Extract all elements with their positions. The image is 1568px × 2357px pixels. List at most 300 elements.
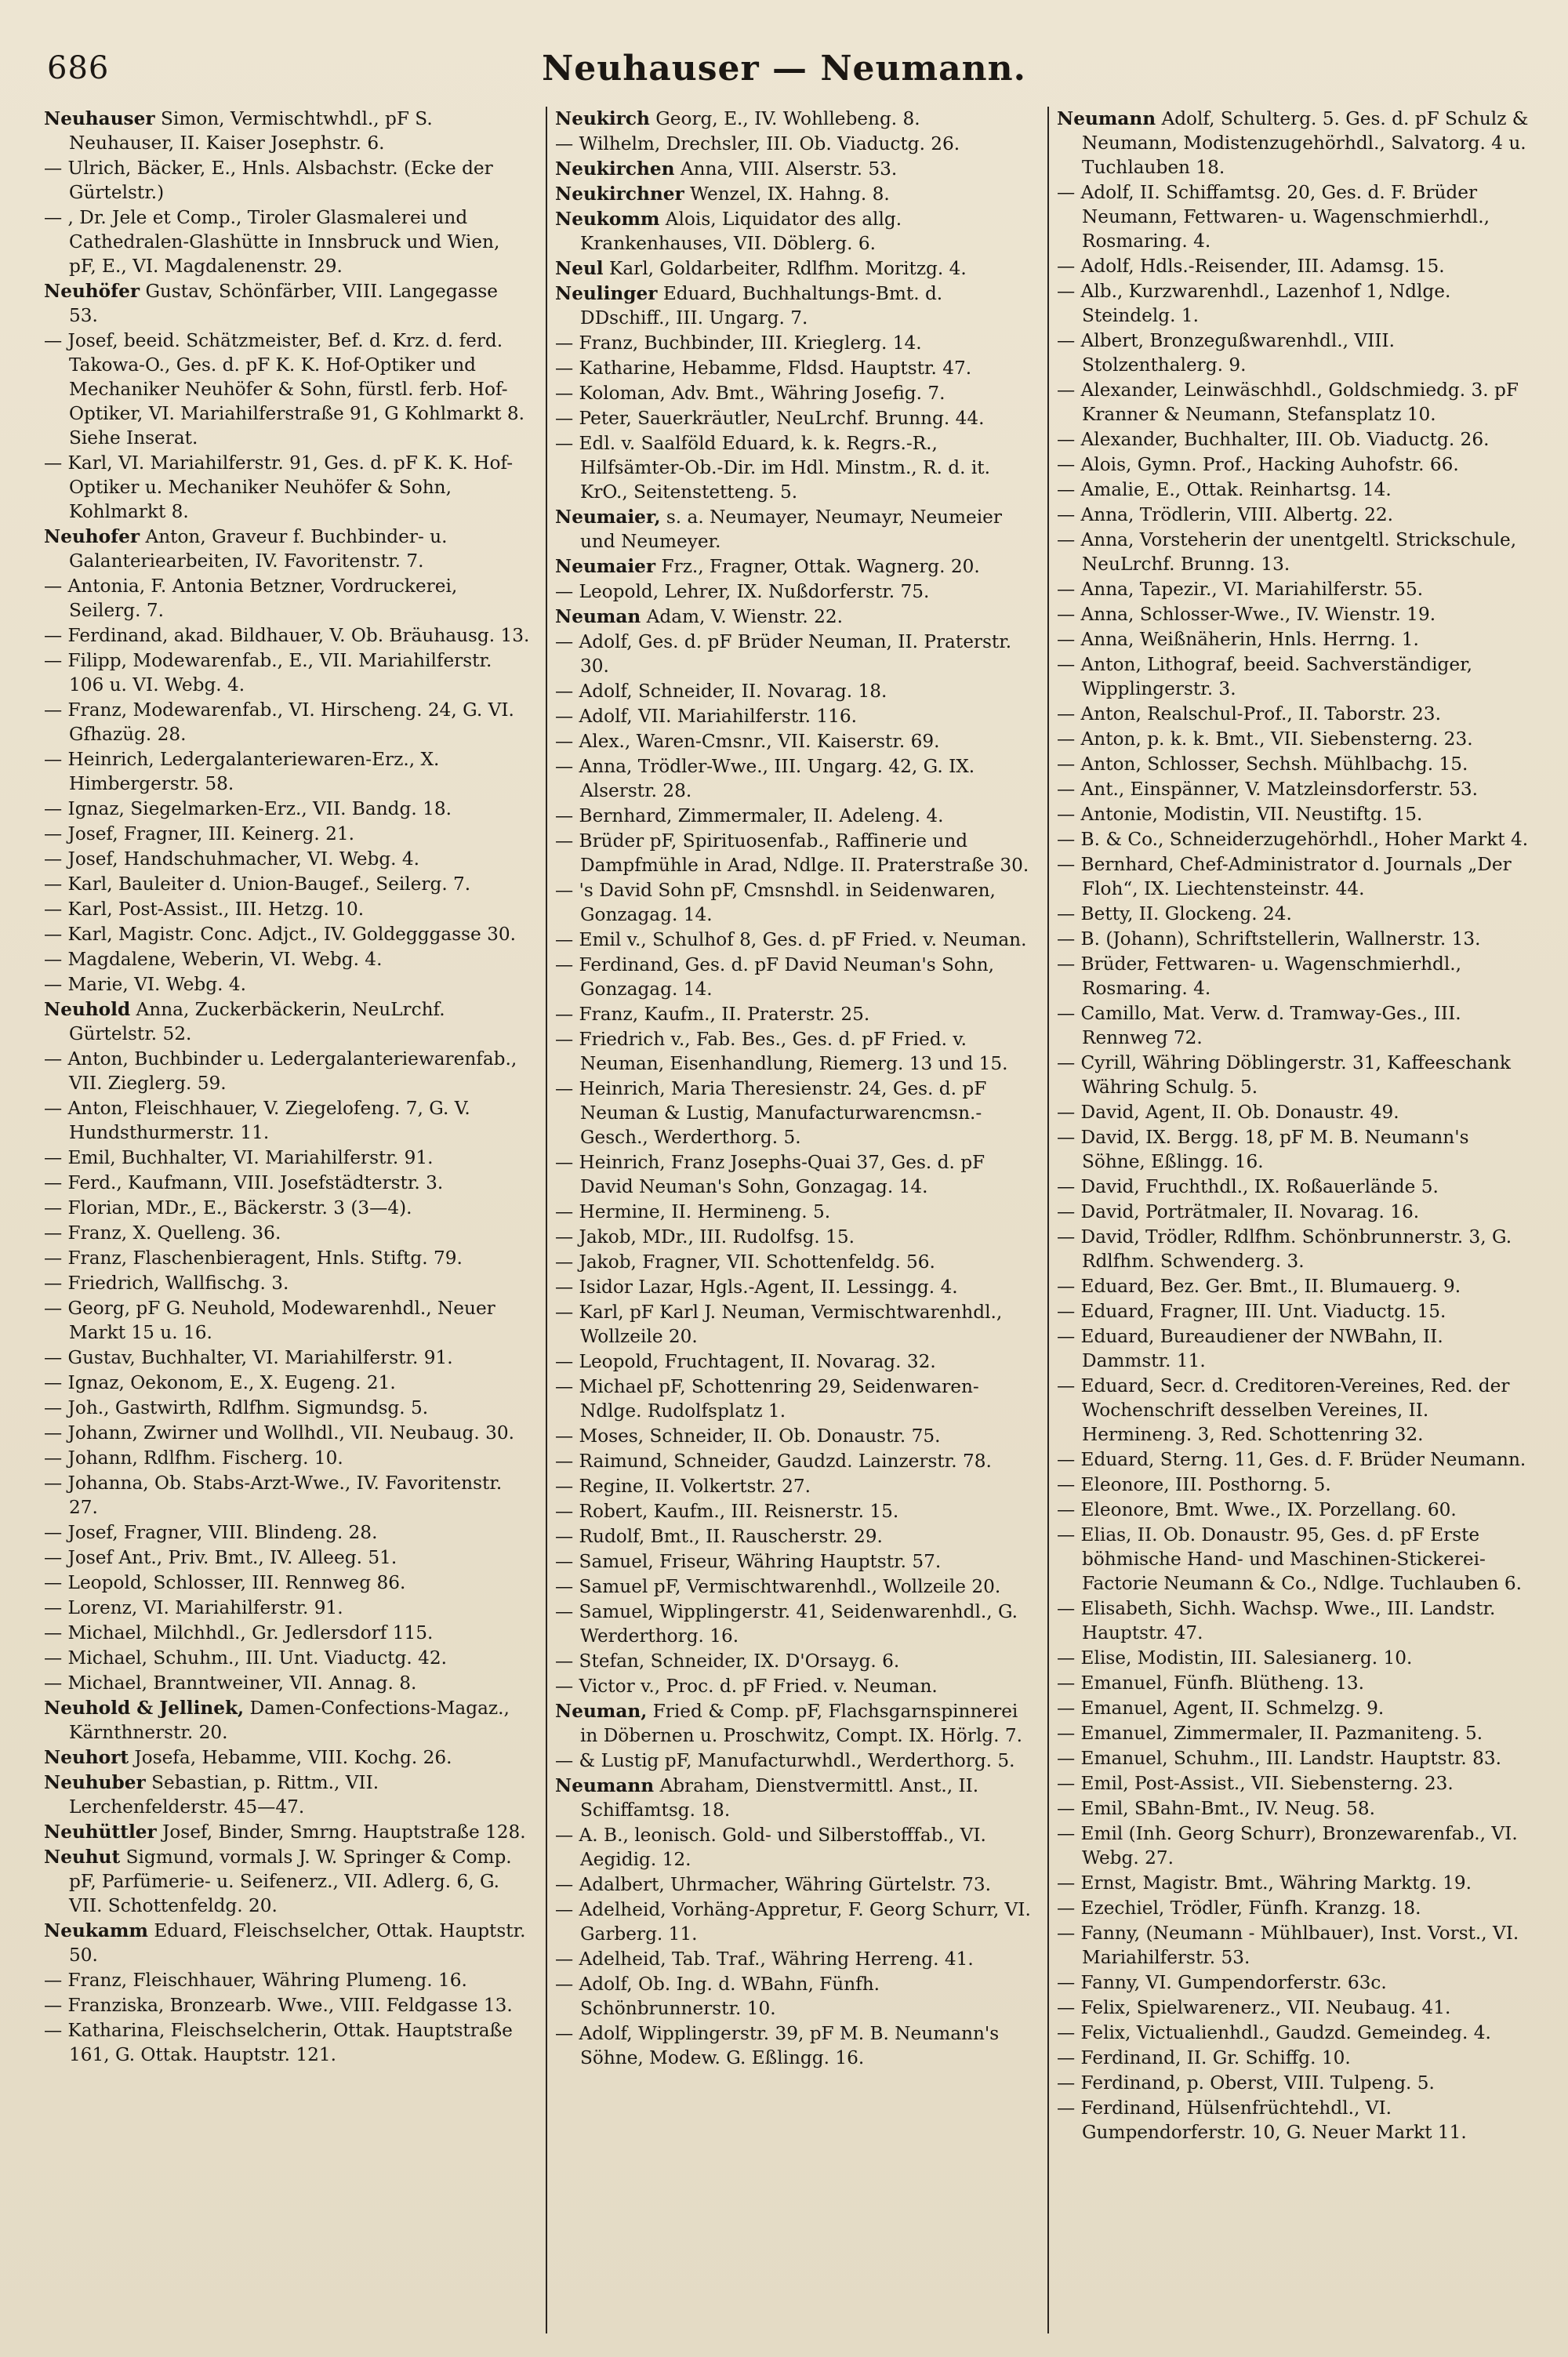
directory-entry bbox=[44, 1446, 530, 1470]
directory-entry bbox=[555, 1600, 1032, 1648]
entry-text: — Anna, Tapezir., VI. Mariahilferstr. 55. bbox=[1057, 579, 1424, 600]
entry-text: — Edl. v. Saalföld Eduard, k. k. Regrs.-R., Hilfsämter-Ob.-Dir. im Hdl. Minstm., R. d. it. KrO., Seitenstetteng. 5. bbox=[555, 433, 990, 503]
directory-entry bbox=[44, 1770, 530, 1819]
entry-text: — Marie, VI. Webg. 4. bbox=[44, 974, 246, 995]
directory-entry bbox=[555, 1699, 1032, 1748]
directory-entry bbox=[1057, 1696, 1534, 1720]
entry-text: — Robert, Kaufm., III. Reisnerstr. 15. bbox=[555, 1501, 899, 1522]
running-head: Neuhauser — Neumann. bbox=[542, 49, 1026, 89]
entry-text: — Eduard, Sterng. 11, Ges. d. F. Brüder Neumann. bbox=[1057, 1449, 1526, 1470]
directory-entry bbox=[44, 1596, 530, 1620]
entry-text: — Josef, beeid. Schätzmeister, Bef. d. Krz. d. ferd. Takowa-O., Ges. d. pF K. K. Hof-Optiker und Mechaniker Neuhöfer & Sohn, fürstl. ferb. Hof-Optiker, VI. Mariahilferstraße 91, G Kohlmarkt 8. Siehe Inserat. bbox=[44, 330, 524, 449]
entry-text: — Karl, VI. Mariahilferstr. 91, Ges. d. pF K. K. Hof-Optiker u. Mechaniker Neuhöfer & Sohn, Kohlmarkt 8. bbox=[44, 452, 514, 522]
directory-entry bbox=[555, 256, 1032, 281]
directory-entry bbox=[44, 897, 530, 921]
directory-entry bbox=[44, 1346, 530, 1370]
directory-entry bbox=[1057, 1996, 1534, 2020]
directory-entry bbox=[555, 1424, 1032, 1448]
directory-entry bbox=[555, 2021, 1032, 2070]
entry-text: — Isidor Lazar, Hgls.-Agent, II. Lessingg. 4. bbox=[555, 1277, 958, 1298]
directory-entry bbox=[555, 1349, 1032, 1374]
directory-entry bbox=[555, 1300, 1032, 1349]
directory-entry bbox=[555, 331, 1032, 355]
directory-entry bbox=[1057, 727, 1534, 751]
entry-surname: Neukirchner bbox=[555, 183, 684, 205]
directory-entry bbox=[555, 1823, 1032, 1872]
entry-text: — Adalbert, Uhrmacher, Währing Gürtelstr. 73. bbox=[555, 1874, 991, 1895]
directory-entry bbox=[555, 1749, 1032, 1773]
column-left bbox=[44, 107, 530, 2333]
entry-text: — Ferdinand, akad. Bildhauer, V. Ob. Bräuhausg. 13. bbox=[44, 625, 530, 646]
directory-entry bbox=[1057, 1299, 1534, 1324]
entry-surname: Neuman bbox=[555, 606, 641, 627]
directory-entry bbox=[1057, 1175, 1534, 1199]
entry-text: s. a. Neumayer, Neumayr, Neumeier und Neumeyer. bbox=[580, 507, 1002, 552]
directory-entry bbox=[44, 1221, 530, 1245]
directory-entry bbox=[1057, 478, 1534, 502]
directory-entry bbox=[555, 1375, 1032, 1423]
directory-entry bbox=[1057, 577, 1534, 601]
entry-text: — Michael, Schuhm., III. Unt. Viaductg. 42. bbox=[44, 1647, 447, 1669]
entry-text: — Eduard, Fragner, III. Unt. Viaductg. 15. bbox=[1057, 1301, 1446, 1322]
entry-text: — Lorenz, VI. Mariahilferstr. 91. bbox=[44, 1597, 343, 1618]
directory-entry bbox=[555, 579, 1032, 604]
entry-text: Adolf, Schulterg. 5. Ges. d. pF Schulz & Neumann, Modistenzugehörhdl., Salvatorg. 4 u. Tuchlauben 18. bbox=[1082, 108, 1529, 178]
directory-entry bbox=[44, 1271, 530, 1295]
entry-text: — Stefan, Schneider, IX. D'Orsayg. 6. bbox=[555, 1651, 900, 1672]
entry-text: — Elias, II. Ob. Donaustr. 95, Ges. d. pF Erste böhmische Hand- und Maschinen-Stickerei-Factorie Neumann & Co., Ndlge. Tuchlauben 6. bbox=[1057, 1524, 1522, 1594]
entry-text: — Adolf, Hdls.-Reisender, III. Adamsg. 15. bbox=[1057, 256, 1445, 277]
entry-text: — Regine, II. Volkertstr. 27. bbox=[555, 1476, 811, 1497]
directory-entry bbox=[555, 1225, 1032, 1249]
entry-text: — Emil v., Schulhof 8, Ges. d. pF Fried. v. Neuman. bbox=[555, 929, 1027, 950]
directory-entry bbox=[44, 1696, 530, 1745]
entry-text: — Johanna, Ob. Stabs-Arzt-Wwe., IV. Favoritenstr. 27. bbox=[44, 1473, 503, 1518]
directory-entry bbox=[1057, 329, 1534, 377]
entry-text: — Ezechiel, Trödler, Fünfh. Kranzg. 18. bbox=[1057, 1898, 1421, 1919]
directory-entry bbox=[44, 1621, 530, 1645]
entry-text: — Amalie, E., Ottak. Reinhartsg. 14. bbox=[1057, 479, 1392, 500]
entry-text: — Michael, Milchhdl., Gr. Jedlersdorf 115. bbox=[44, 1622, 434, 1643]
entry-text: — Adolf, Ges. d. pF Brüder Neuman, II. Praterstr. 30. bbox=[555, 631, 1012, 677]
entry-text: — Wilhelm, Drechsler, III. Ob. Viaductg. 26. bbox=[555, 133, 960, 154]
entry-text: — Anton, Fleischhauer, V. Ziegelofeng. 7, G. V. Hundsthurmerstr. 11. bbox=[44, 1098, 470, 1143]
entry-text: — Josef, Handschuhmacher, VI. Webg. 4. bbox=[44, 848, 420, 870]
entry-text: — Elisabeth, Sichh. Wachsp. Wwe., III. Landstr. Hauptstr. 47. bbox=[1057, 1598, 1496, 1643]
directory-entry bbox=[555, 1077, 1032, 1149]
entry-text: — Adolf, VII. Mariahilferstr. 116. bbox=[555, 706, 857, 727]
entry-text: — Koloman, Adv. Bmt., Währing Josefig. 7. bbox=[555, 383, 946, 404]
column-right bbox=[1047, 107, 1534, 2333]
directory-entry bbox=[44, 1096, 530, 1145]
entry-surname: Neumaier bbox=[555, 556, 656, 577]
directory-entry bbox=[1057, 627, 1534, 652]
entry-surname: Neumann bbox=[1057, 108, 1156, 129]
directory-entry bbox=[1057, 1001, 1534, 1050]
entry-text: — Ferdinand, p. Oberst, VIII. Tulpeng. 5. bbox=[1057, 2072, 1435, 2094]
directory-entry bbox=[44, 698, 530, 746]
entry-text: — Eleonore, Bmt. Wwe., IX. Porzellang. 60. bbox=[1057, 1499, 1457, 1520]
entry-text: Anna, Zuckerbäckerin, NeuLrchf. Gürtelstr. 52. bbox=[69, 999, 445, 1044]
directory-entry bbox=[555, 1002, 1032, 1026]
entry-text: Karl, Goldarbeiter, Rdlfhm. Moritzg. 4. bbox=[603, 258, 967, 279]
directory-entry bbox=[555, 381, 1032, 405]
directory-entry bbox=[1057, 1498, 1534, 1522]
directory-entry bbox=[1057, 1200, 1534, 1224]
entry-surname: Neuman, bbox=[555, 1701, 648, 1722]
directory-entry bbox=[1057, 1596, 1534, 1645]
entry-text: — Emil, Post-Assist., VII. Siebensterng. 23. bbox=[1057, 1773, 1454, 1794]
entry-text: — Josef, Fragner, III. Keinerg. 21. bbox=[44, 823, 354, 844]
directory-entry bbox=[1057, 1970, 1534, 1995]
entry-text: — Michael pF, Schottenring 29, Seidenwaren-Ndlge. Rudolfsplatz 1. bbox=[555, 1376, 979, 1422]
directory-entry bbox=[1057, 852, 1534, 901]
directory-entry bbox=[44, 1968, 530, 1992]
entry-text: Sigmund, vormals J. W. Springer & Comp. pF, Parfümerie- u. Seifenerz., VII. Adlerg. 6, G. VII. Schottenfeldg. 20. bbox=[69, 1847, 512, 1916]
entry-text: — B. & Co., Schneiderzugehörhdl., Hoher Markt 4. bbox=[1057, 829, 1529, 850]
directory-entry bbox=[555, 554, 1032, 579]
directory-entry bbox=[555, 1150, 1032, 1199]
directory-entry bbox=[555, 804, 1032, 828]
directory-entry bbox=[1057, 1896, 1534, 1920]
directory-entry bbox=[1057, 1921, 1534, 1970]
entry-text: — Ignaz, Oekonom, E., X. Eugeng. 21. bbox=[44, 1372, 396, 1393]
directory-entry bbox=[555, 704, 1032, 728]
entry-text: — Fanny, (Neumann - Mühlbauer), Inst. Vorst., VI. Mariahilferstr. 53. bbox=[1057, 1923, 1519, 1968]
entry-text: — Karl, pF Karl J. Neuman, Vermischtwarenhdl., Wollzeile 20. bbox=[555, 1302, 1003, 1347]
entry-surname: Neuhuber bbox=[44, 1772, 146, 1793]
directory-entry bbox=[1057, 452, 1534, 477]
entry-text: — David, Trödler, Rdlfhm. Schönbrunnerstr. 3, G. Rdlfhm. Schwenderg. 3. bbox=[1057, 1226, 1512, 1272]
entry-text: — Adolf, Wipplingerstr. 39, pF M. B. Neumann's Söhne, Modew. G. Eßlingg. 16. bbox=[555, 2023, 1000, 2068]
entry-text: — Johann, Rdlfhm. Fischerg. 10. bbox=[44, 1447, 343, 1469]
entry-text: — Fanny, VI. Gumpendorferstr. 63c. bbox=[1057, 1972, 1387, 1993]
directory-entry bbox=[44, 648, 530, 697]
entry-text: Anton, Graveur f. Buchbinder- u. Galanteriearbeiten, IV. Favoritenstr. 7. bbox=[69, 526, 448, 572]
entry-text: — Emanuel, Zimmermaler, II. Pazmaniteng. 5. bbox=[1057, 1723, 1483, 1744]
directory-entry bbox=[44, 1047, 530, 1095]
directory-entry bbox=[1057, 702, 1534, 726]
directory-entry bbox=[1057, 752, 1534, 776]
entry-text: — Betty, II. Glockeng. 24. bbox=[1057, 903, 1292, 924]
directory-entry bbox=[44, 329, 530, 450]
directory-entry bbox=[555, 679, 1032, 703]
entry-text: — Katharina, Fleischselcherin, Ottak. Hauptstraße 161, G. Ottak. Hauptstr. 121. bbox=[44, 2020, 513, 2065]
directory-entry bbox=[1057, 427, 1534, 452]
directory-entry bbox=[555, 928, 1032, 952]
directory-entry bbox=[44, 1146, 530, 1170]
directory-entry bbox=[1057, 1100, 1534, 1124]
entry-text: — Rudolf, Bmt., II. Rauscherstr. 29. bbox=[555, 1526, 883, 1547]
directory-entry bbox=[1057, 2046, 1534, 2070]
entry-text: — Bernhard, Zimmermaler, II. Adeleng. 4. bbox=[555, 805, 944, 826]
entry-surname: Neukamm bbox=[44, 1920, 148, 1941]
entry-text: — Ferdinand, II. Gr. Schiffg. 10. bbox=[1057, 2047, 1351, 2068]
entry-text: — Emil, Buchhalter, VI. Mariahilferstr. 91. bbox=[44, 1147, 434, 1168]
entry-text: — A. B., leonisch. Gold- und Silberstofffab., VI. Aegidig. 12. bbox=[555, 1825, 986, 1870]
entry-text: Eduard, Buchhaltungs-Bmt. d. DDschiff., III. Ungarg. 7. bbox=[580, 283, 943, 329]
entry-text: — Ignaz, Siegelmarken-Erz., VII. Bandg. 18. bbox=[44, 798, 452, 819]
directory-entry bbox=[1057, 378, 1534, 427]
directory-entry bbox=[1057, 1523, 1534, 1596]
directory-entry bbox=[1057, 777, 1534, 801]
entry-text: — Anton, Lithograf, beeid. Sachverständiger, Wipplingerstr. 3. bbox=[1057, 654, 1472, 699]
entry-text: — Anna, Vorsteherin der unentgeltl. Strickschule, NeuLrchf. Brunng. 13. bbox=[1057, 529, 1517, 575]
directory-entry bbox=[555, 1474, 1032, 1498]
entry-text: — Joh., Gastwirth, Rdlfhm. Sigmundsg. 5. bbox=[44, 1397, 429, 1418]
entry-text: — Victor v., Proc. d. pF Fried. v. Neuman. bbox=[555, 1676, 938, 1697]
entry-text: — Franz, Fleischhauer, Währing Plumeng. 16. bbox=[44, 1970, 467, 1991]
entry-surname: Neumaier, bbox=[555, 507, 661, 528]
entry-text: — , Dr. Jele et Comp., Tiroler Glasmalerei und Cathedralen-Glashütte in Innsbruck und Wien, pF, E., VI. Magdalenenstr. 29. bbox=[44, 207, 500, 277]
directory-entry bbox=[555, 1898, 1032, 1946]
entry-text: — Magdalene, Weberin, VI. Webg. 4. bbox=[44, 949, 383, 970]
directory-entry bbox=[44, 623, 530, 648]
entry-text: — Anton, p. k. k. Bmt., VII. Siebensterng. 23. bbox=[1057, 728, 1473, 750]
entry-text: — Alexander, Buchhalter, III. Ob. Viaductg. 26. bbox=[1057, 429, 1490, 450]
entry-text: Alois, Liquidator des allg. Krankenhauses, VII. Döblerg. 6. bbox=[580, 209, 902, 254]
entry-text: — Jakob, Fragner, VII. Schottenfeldg. 56. bbox=[555, 1251, 935, 1273]
entry-text: — Friedrich, Wallfischg. 3. bbox=[44, 1273, 289, 1294]
directory-entry bbox=[44, 1820, 530, 1844]
entry-surname: Neuhut bbox=[44, 1847, 121, 1868]
entry-text: — Adelheid, Vorhäng-Appretur, F. Georg Schurr, VI. Garberg. 11. bbox=[555, 1899, 1031, 1945]
directory-entry bbox=[1057, 802, 1534, 826]
entry-text: — Felix, Spielwarenerz., VII. Neubaug. 41. bbox=[1057, 1997, 1451, 2018]
directory-entry bbox=[1057, 902, 1534, 926]
directory-entry bbox=[44, 872, 530, 896]
directory-entry bbox=[1057, 180, 1534, 253]
directory-entry bbox=[44, 1396, 530, 1420]
entry-surname: Neuhold & Jellinek, bbox=[44, 1698, 245, 1719]
entry-text: — Felix, Victualienhdl., Gaudzd. Gemeindeg. 4. bbox=[1057, 2022, 1491, 2043]
directory-entry bbox=[1057, 1796, 1534, 1821]
entry-text: — Anton, Buchbinder u. Ledergalanteriewarenfab., VII. Zieglerg. 59. bbox=[44, 1048, 517, 1094]
directory-entry bbox=[1057, 652, 1534, 701]
entry-text: — Ulrich, Bäcker, E., Hnls. Alsbachstr. (Ecke der Gürtelstr.) bbox=[44, 158, 493, 203]
entry-text: — Leopold, Lehrer, IX. Nußdorferstr. 75. bbox=[555, 581, 930, 602]
directory-entry bbox=[44, 922, 530, 946]
entry-text: — Emil, SBahn-Bmt., IV. Neug. 58. bbox=[1057, 1798, 1375, 1819]
entry-text: — Emil (Inh. Georg Schurr), Bronzewarenfab., VI. Webg. 27. bbox=[1057, 1823, 1518, 1869]
directory-entry bbox=[1057, 1324, 1534, 1373]
entry-text: — Anna, Trödlerin, VIII. Albertg. 22. bbox=[1057, 504, 1393, 525]
entry-text: — Emanuel, Fünfh. Blütheng. 13. bbox=[1057, 1672, 1365, 1694]
directory-entry bbox=[555, 829, 1032, 877]
entry-text: — Albert, Bronzegußwarenhdl., VIII. Stolzenthalerg. 9. bbox=[1057, 330, 1395, 376]
entry-text: — David, Porträtmaler, II. Novarag. 16. bbox=[1057, 1201, 1420, 1222]
entry-text: — Alb., Kurzwarenhdl., Lazenhof 1, Ndlge. Steindelg. 1. bbox=[1057, 281, 1451, 326]
directory-entry bbox=[1057, 1473, 1534, 1497]
directory-entry bbox=[555, 1947, 1032, 1971]
directory-entry bbox=[44, 847, 530, 871]
entry-surname: Neuhold bbox=[44, 999, 131, 1020]
entry-text: Damen-Confections-Magaz., Kärnthnerstr. 20. bbox=[69, 1698, 510, 1743]
entry-text: — Adelheid, Tab. Traf., Währing Herreng. 41. bbox=[555, 1948, 974, 1970]
directory-entry bbox=[1057, 1771, 1534, 1796]
directory-entry bbox=[1057, 1746, 1534, 1770]
directory-entry bbox=[555, 207, 1032, 256]
entry-text: — Josef, Fragner, VIII. Blindeng. 28. bbox=[44, 1522, 378, 1543]
directory-entry bbox=[44, 107, 530, 155]
directory-entry bbox=[44, 1246, 530, 1270]
page-number: 686 bbox=[47, 50, 110, 86]
entry-text: — Eduard, Bureaudiener der NWBahn, II. Dammstr. 11. bbox=[1057, 1326, 1443, 1371]
entry-text: — Anna, Weißnäherin, Hnls. Herrng. 1. bbox=[1057, 629, 1419, 650]
directory-entry bbox=[555, 1275, 1032, 1299]
directory-entry bbox=[1057, 1225, 1534, 1273]
entry-text: — Karl, Bauleiter d. Union-Baugef., Seilerg. 7. bbox=[44, 873, 471, 895]
entry-surname: Neukomm bbox=[555, 209, 660, 230]
directory-entry bbox=[44, 205, 530, 278]
entry-text: — Emanuel, Schuhm., III. Landstr. Hauptstr. 83. bbox=[1057, 1748, 1502, 1769]
entry-text: — David, Agent, II. Ob. Donaustr. 49. bbox=[1057, 1102, 1399, 1123]
entry-surname: Neuhort bbox=[44, 1747, 129, 1768]
directory-entry bbox=[1057, 107, 1534, 180]
directory-entry bbox=[1057, 1051, 1534, 1099]
entry-surname: Neul bbox=[555, 258, 604, 279]
entry-surname: Neukirchen bbox=[555, 158, 675, 180]
entry-text: — Hermine, II. Hermineng. 5. bbox=[555, 1201, 831, 1222]
directory-entry bbox=[1057, 279, 1534, 328]
directory-entry bbox=[555, 1972, 1032, 2021]
directory-entry bbox=[555, 754, 1032, 803]
directory-entry bbox=[44, 997, 530, 1046]
directory-entry bbox=[44, 1471, 530, 1520]
entry-text: — Elise, Modistin, III. Salesianerg. 10. bbox=[1057, 1647, 1413, 1669]
directory-entry bbox=[1057, 1447, 1534, 1472]
directory-entry bbox=[1057, 602, 1534, 626]
directory-entry bbox=[44, 1171, 530, 1195]
entry-text: — Franziska, Bronzearb. Wwe., VIII. Feldgasse 13. bbox=[44, 1995, 513, 2016]
entry-text: — Ernst, Magistr. Bmt., Währing Marktg. 19. bbox=[1057, 1872, 1472, 1894]
directory-entry bbox=[1057, 1125, 1534, 1174]
directory-entry bbox=[44, 1371, 530, 1395]
entry-text: — Anna, Schlosser-Wwe., IV. Wienstr. 19. bbox=[1057, 604, 1436, 625]
directory-entry bbox=[555, 1774, 1032, 1822]
entry-text: — Alexander, Leinwäschhdl., Goldschmiedg. 3. pF Kranner & Neumann, Stefansplatz 10. bbox=[1057, 380, 1519, 425]
entry-text: — Anna, Trödler-Wwe., III. Ungarg. 42, G. IX. Alserstr. 28. bbox=[555, 756, 975, 801]
entry-text: — Ferdinand, Hülsenfrüchtehdl., VI. Gumpendorferstr. 10, G. Neuer Markt 11. bbox=[1057, 2097, 1467, 2143]
directory-entry bbox=[1057, 1374, 1534, 1447]
directory-entry bbox=[555, 431, 1032, 504]
entry-text: — David, IX. Bergg. 18, pF M. B. Neumann's Söhne, Eßlingg. 16. bbox=[1057, 1127, 1469, 1172]
directory-entry bbox=[1057, 952, 1534, 1001]
entry-text: — Samuel, Friseur, Währing Hauptstr. 57. bbox=[555, 1551, 942, 1572]
directory-entry bbox=[1057, 1821, 1534, 1870]
entry-text: — Leopold, Fruchtagent, II. Novarag. 32. bbox=[555, 1351, 936, 1372]
entry-text: Sebastian, p. Rittm., VII. Lerchenfelderstr. 45—47. bbox=[69, 1772, 379, 1818]
directory-entry bbox=[44, 1646, 530, 1670]
directory-entry bbox=[1057, 2021, 1534, 2045]
directory-entry bbox=[555, 630, 1032, 678]
directory-entry bbox=[44, 947, 530, 971]
directory-entry bbox=[44, 1745, 530, 1770]
entry-text: — Adolf, Ob. Ing. d. WBahn, Fünfh. Schönbrunnerstr. 10. bbox=[555, 1974, 880, 2019]
entry-text: Gustav, Schönfärber, VIII. Langegasse 53. bbox=[69, 281, 498, 326]
entry-text: — Eduard, Secr. d. Creditoren-Vereines, Red. der Wochenschrift desselben Vereines, II. Hermineng. 3, Red. Schottenring 32. bbox=[1057, 1375, 1510, 1445]
entry-text: — Ferd., Kaufmann, VIII. Josefstädterstr. 3. bbox=[44, 1172, 444, 1193]
directory-entry bbox=[44, 525, 530, 573]
directory-entry bbox=[555, 1499, 1032, 1524]
directory-entry bbox=[1057, 2071, 1534, 2095]
entry-text: — Anton, Schlosser, Sechsh. Mühlbachg. 15. bbox=[1057, 754, 1468, 775]
entry-text: — Eleonore, III. Posthorng. 5. bbox=[1057, 1474, 1331, 1495]
entry-text: — & Lustig pF, Manufacturwhdl., Werderthorg. 5. bbox=[555, 1750, 1015, 1771]
directory-entry bbox=[44, 797, 530, 821]
directory-entry bbox=[555, 1449, 1032, 1473]
entry-text: — Eduard, Bez. Ger. Bmt., II. Blumauerg. 9. bbox=[1057, 1276, 1461, 1297]
entry-text: Adam, V. Wienstr. 22. bbox=[641, 606, 844, 627]
directory-entry bbox=[44, 2018, 530, 2067]
directory-entry bbox=[1057, 1646, 1534, 1670]
entry-text: — Katharine, Hebamme, Fldsd. Hauptstr. 47. bbox=[555, 358, 972, 379]
entry-text: — Josef Ant., Priv. Bmt., IV. Alleeg. 51. bbox=[44, 1547, 397, 1568]
directory-entry bbox=[555, 406, 1032, 430]
directory-entry bbox=[555, 1027, 1032, 1076]
directory-entry bbox=[555, 953, 1032, 1001]
entry-text: — Leopold, Schlosser, III. Rennweg 86. bbox=[44, 1572, 406, 1593]
directory-entry bbox=[1057, 927, 1534, 951]
directory-entry bbox=[555, 1649, 1032, 1673]
directory-entry bbox=[555, 878, 1032, 927]
directory-entry bbox=[44, 156, 530, 205]
directory-entry bbox=[555, 1524, 1032, 1549]
entry-surname: Neulinger bbox=[555, 283, 658, 304]
directory-entry bbox=[1057, 1274, 1534, 1298]
entry-surname: Neukirch bbox=[555, 108, 650, 129]
directory-entry bbox=[1057, 1721, 1534, 1745]
entry-text: Anna, VIII. Alserstr. 53. bbox=[674, 158, 898, 180]
entry-text: — Ferdinand, Ges. d. pF David Neuman's Sohn, Gonzagag. 14. bbox=[555, 954, 995, 1000]
directory-entry bbox=[1057, 503, 1534, 527]
entry-text: — Adolf, Schneider, II. Novarag. 18. bbox=[555, 681, 887, 702]
entry-text: — Heinrich, Franz Josephs-Quai 37, Ges. d. pF David Neuman's Sohn, Gonzagag. 14. bbox=[555, 1152, 985, 1197]
directory-entry bbox=[555, 505, 1032, 554]
entry-text: — Peter, Sauerkräutler, NeuLrchf. Brunng. 44. bbox=[555, 408, 985, 429]
directory-entry bbox=[555, 132, 1032, 156]
entry-text: — Karl, Post-Assist., III. Hetzg. 10. bbox=[44, 899, 365, 920]
entry-text: Eduard, Fleischselcher, Ottak. Hauptstr. 50. bbox=[69, 1920, 526, 1966]
entry-text: — Georg, pF G. Neuhold, Modewarenhdl., Neuer Markt 15 u. 16. bbox=[44, 1298, 495, 1343]
entry-surname: Neuhöfer bbox=[44, 281, 140, 302]
directory-entry bbox=[555, 605, 1032, 629]
directory-entry bbox=[44, 1671, 530, 1695]
entry-text: — Adolf, II. Schiffamtsg. 20, Ges. d. F. Brüder Neumann, Fettwaren- u. Wagenschmierhdl., Rosmaring. 4. bbox=[1057, 182, 1490, 252]
column-middle bbox=[546, 107, 1032, 2333]
entry-text: — Michael, Branntweiner, VII. Annag. 8. bbox=[44, 1672, 417, 1694]
directory-entry bbox=[555, 1674, 1032, 1698]
entry-text: — Raimund, Schneider, Gaudzd. Lainzerstr. 78. bbox=[555, 1451, 992, 1472]
entry-text: — Antonia, F. Antonia Betzner, Vordruckerei, Seilerg. 7. bbox=[44, 576, 458, 621]
entry-text: — Filipp, Modewarenfab., E., VII. Mariahilferstr. 106 u. VI. Webg. 4. bbox=[44, 650, 492, 695]
directory-entry bbox=[555, 1200, 1032, 1224]
directory-entry bbox=[44, 279, 530, 328]
entry-text: Fried & Comp. pF, Flachsgarnspinnerei in Döbernen u. Proschwitz, Compt. IX. Hörlg. 7. bbox=[580, 1701, 1022, 1746]
entry-text: — Camillo, Mat. Verw. d. Tramway-Ges., III. Rennweg 72. bbox=[1057, 1003, 1461, 1048]
directory-entry bbox=[1057, 2096, 1534, 2145]
directory-entry bbox=[44, 1545, 530, 1570]
directory-entry bbox=[44, 747, 530, 796]
entry-text: Wenzel, IX. Hahng. 8. bbox=[684, 183, 890, 205]
entry-text: — Jakob, MDr., III. Rudolfsg. 15. bbox=[555, 1226, 855, 1248]
entry-text: — Alois, Gymn. Prof., Hacking Auhofstr. 66. bbox=[1057, 454, 1459, 475]
entry-text: — B. (Johann), Schriftstellerin, Wallnerstr. 13. bbox=[1057, 928, 1481, 950]
entry-surname: Neuhauser bbox=[44, 108, 155, 129]
entry-text: — Heinrich, Maria Theresienstr. 24, Ges. d. pF Neuman & Lustig, Manufacturwarencmsn.-Gesch., Werderthorg. 5. bbox=[555, 1078, 987, 1148]
entry-text: — Bernhard, Chef-Administrator d. Journals „Der Floh“, IX. Liechtensteinstr. 44. bbox=[1057, 854, 1512, 899]
entry-surname: Neuhüttler bbox=[44, 1821, 157, 1843]
